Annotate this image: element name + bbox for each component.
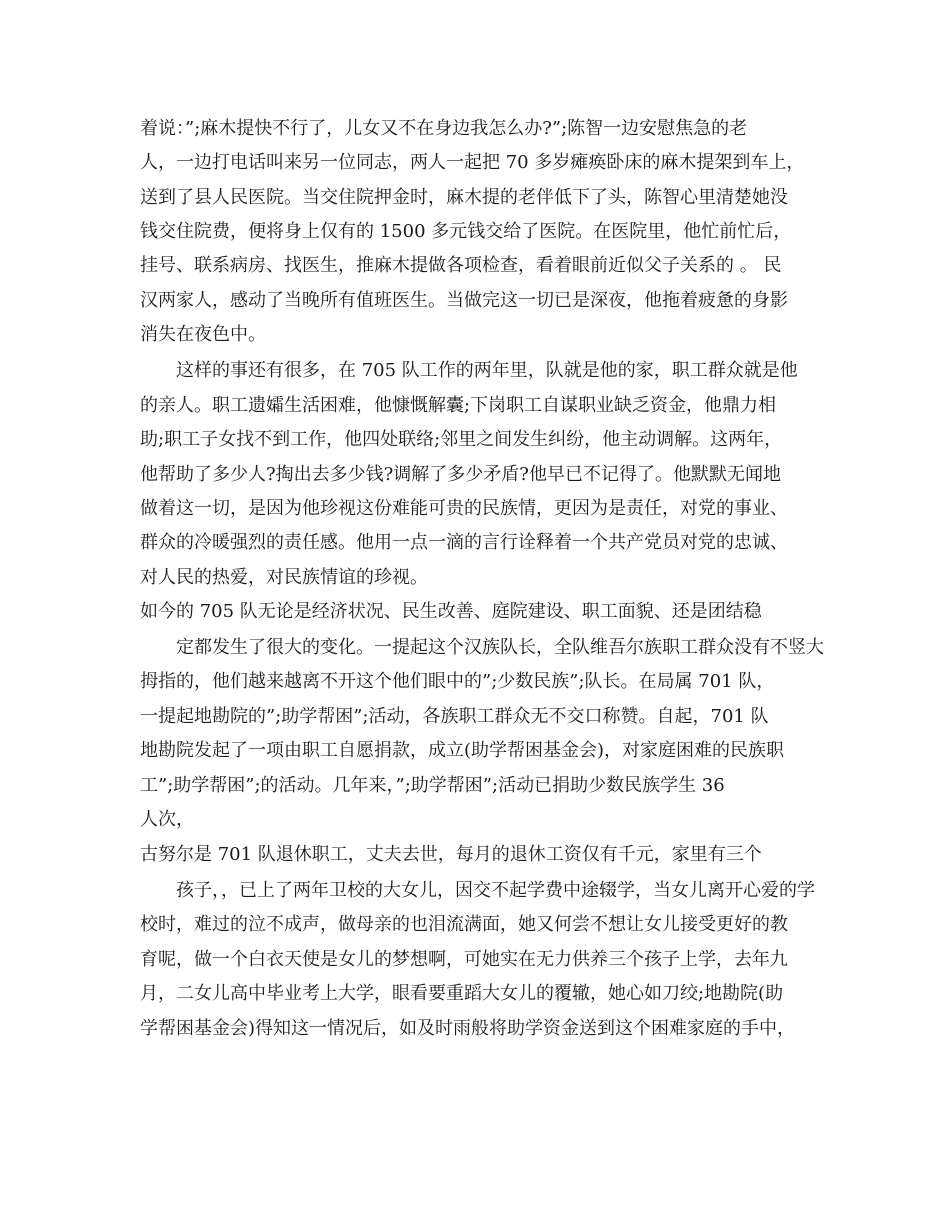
text-line: 做着这一切，是因为他珍视这份难能可贵的民族情，更因为是责任，对党的事业、 (140, 498, 788, 519)
paragraph-first-line: 定都发生了很大的变化。一提起这个汉族队长，全队维吾尔族职工群众没有不竖大 (176, 637, 824, 658)
text-line: 人次， (140, 809, 194, 830)
text-line: 地勘院发起了一项由职工自愿捐款，成立(助学帮困基金会)，对家庭困难的民族职 (140, 740, 785, 761)
text-line: 钱交住院费，便将身上仅有的 1500 多元钱交给了医院。在医院里，他忙前忙后， (140, 221, 792, 242)
text-line: 对人民的热爱，对民族情谊的珍视。 (140, 567, 428, 588)
text-line: 如今的 705 队无论是经济状况、民生改善、庭院建设、职工面貌、还是团结稳 (140, 601, 762, 622)
paragraph-first-line: 这样的事还有很多，在 705 队工作的两年里，队就是他的家，职工群众就是他 (176, 360, 798, 381)
text-line: 挂号、联系病房、找医生，推麻木提做各项检查，看着眼前近似父子关系的 。 民 (140, 255, 782, 276)
text-line: 的亲人。职工遗孀生活困难，他慷慨解囊;下岗职工自谋职业缺乏资金，他鼎力相 (140, 395, 777, 416)
text-line: 送到了县人民医院。当交住院押金时，麻木提的老伴低下了头，陈智心里清楚她没 (140, 187, 788, 208)
text-line: 助;职工子女找不到工作，他四处联络;邻里之间发生纠纷，他主动调解。这两年， (140, 429, 783, 450)
text-line: 汉两家人，感动了当晚所有值班医生。当做完这一切已是深夜，他拖着疲惫的身影 (140, 290, 788, 311)
text-line: 拇指的，他们越来越离不开这个他们眼中的”;少数民族”;队长。在局属 701 队， (140, 671, 775, 692)
text-line: 一提起地勘院的”;助学帮困”;活动，各族职工群众无不交口称赞。自起，701 队 (140, 706, 769, 727)
paragraph-first-line: 孩子，，已上了两年卫校的大女儿，因交不起学费中途辍学，当女儿离开心爱的学 (176, 880, 815, 901)
text-line: 他帮助了多少人?掏出去多少钱?调解了多少矛盾?他早已不记得了。他默默无闻地 (140, 464, 781, 485)
text-line: 月，二女儿高中毕业考上大学，眼看要重蹈大女儿的覆辙，她心如刀绞;地勘院(助 (140, 983, 784, 1004)
text-line: 育呢，做一个白衣天使是女儿的梦想啊，可她实在无力供养三个孩子上学，去年九 (140, 949, 788, 970)
text-line (140, 1081, 820, 1115)
text-line: 着说：”;麻木提快不行了，儿女又不在身边我怎么办?”;陈智一边安慰焦急的老 (140, 118, 748, 139)
text-line: 群众的冷暖强烈的责任感。他用一点一滴的言行诠释着一个共产党员对党的忠诚、 (140, 532, 788, 553)
text-line (140, 1046, 820, 1080)
text-line: 消失在夜色中。 (140, 324, 266, 345)
text-line: 人，一边打电话叫来另一位同志，两人一起把 70 多岁瘫痪卧床的麻木提架到车上， (140, 152, 805, 173)
text-line: 工”;助学帮困”;的活动。几年来，”;助学帮困”;活动已捐助少数民族学生 36 (140, 775, 725, 796)
text-line: 古努尔是 701 队退休职工，丈夫去世，每月的退休工资仅有千元，家里有三个 (140, 844, 762, 865)
text-line: 校时，难过的泣不成声，做母亲的也泪流满面，她又何尝不想让女儿接受更好的教 (140, 914, 788, 935)
text-line: 学帮困基金会)得知这一情况后，如及时雨般将助学资金送到这个困难家庭的手中， (140, 1018, 796, 1039)
